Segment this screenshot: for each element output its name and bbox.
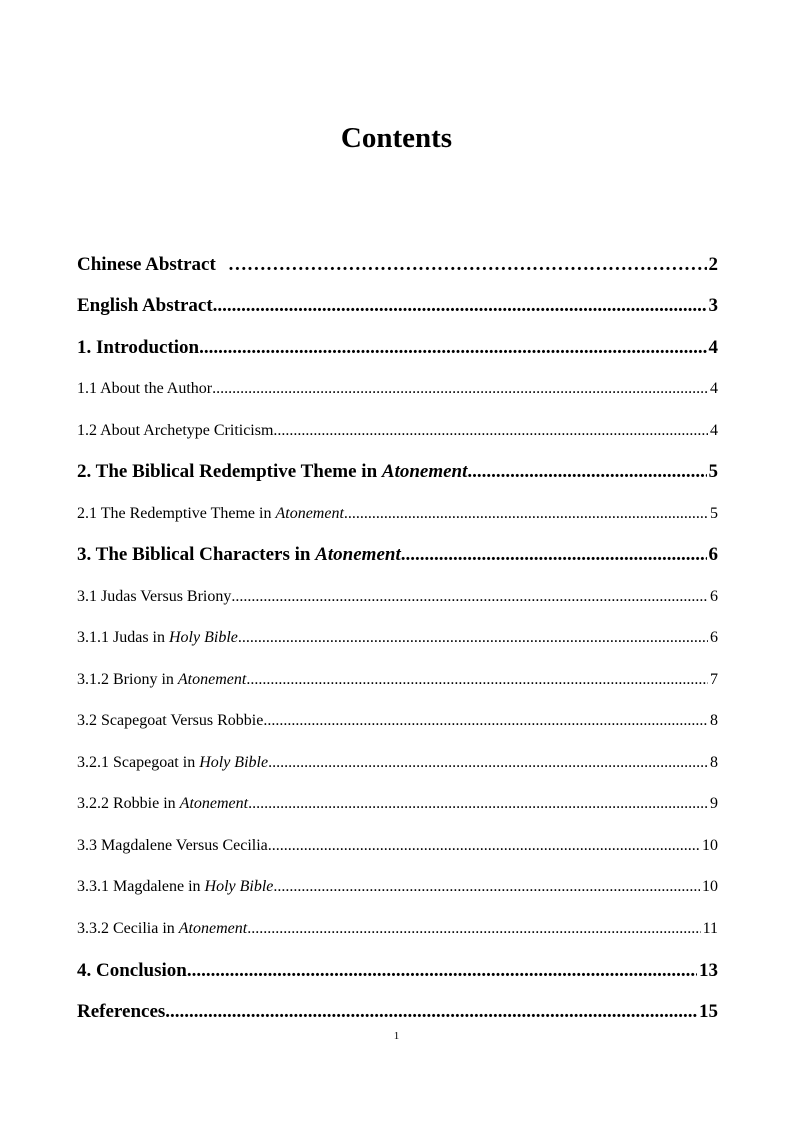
toc-entry-redemptive-theme-sub[interactable] — [77, 497, 718, 531]
toc-page-number: 13 — [699, 960, 718, 981]
toc-entry-label: 3. The Biblical Characters in Atonement — [77, 544, 401, 565]
italic-title: Holy Bible — [169, 629, 238, 646]
toc-page-number: 4 — [708, 337, 718, 358]
toc-page-number: 5 — [708, 461, 718, 482]
toc-entry-label: 3.2.1 Scapegoat in Holy Bible — [77, 754, 269, 771]
toc-entry-chinese-abstract[interactable] — [77, 248, 718, 282]
toc-entry-judas-bible[interactable] — [77, 621, 718, 655]
toc-entry-scapegoat-bible[interactable] — [77, 746, 718, 780]
italic-title: Atonement — [275, 505, 344, 522]
page-title: Contents — [340, 122, 453, 154]
dot-leader — [187, 954, 697, 988]
italic-title: Holy Bible — [204, 878, 274, 895]
dot-leader — [344, 497, 708, 531]
toc-entry-label: 3.2.2 Robbie in Atonement — [77, 795, 249, 812]
dot-leader — [228, 248, 707, 282]
dot-leader — [238, 621, 708, 655]
toc-page-number: 3 — [708, 295, 718, 316]
toc-entry-redemptive-theme[interactable] — [77, 455, 718, 489]
toc-page-number: 7 — [710, 671, 718, 688]
toc-entry-biblical-characters[interactable] — [77, 538, 718, 572]
toc-page-number: 9 — [710, 795, 718, 812]
toc-entry-label: 3.3 Magdalene Versus Cecilia — [77, 837, 268, 854]
toc-entry-judas-briony[interactable] — [77, 580, 718, 614]
toc-page-number: 15 — [699, 1001, 718, 1022]
dot-leader — [213, 289, 707, 323]
toc-entry-conclusion[interactable] — [77, 954, 718, 988]
toc-entry-label: 2.1 The Redemptive Theme in Atonement — [77, 505, 344, 522]
toc-page-number: 2 — [708, 254, 718, 275]
toc-entry-cecilia-atonement[interactable] — [77, 912, 718, 946]
toc-entry-archetype-criticism[interactable] — [77, 414, 718, 448]
toc-entry-label: 1.2 About Archetype Criticism — [77, 422, 274, 439]
italic-title: Atonement — [381, 461, 468, 482]
toc-entry-label: 1. Introduction — [77, 337, 200, 358]
toc-entry-label: 3.1 Judas Versus Briony — [77, 588, 232, 605]
toc-entry-label: 3.3.2 Cecilia in Atonement — [77, 920, 248, 937]
footer-page-number: 1 — [393, 1030, 400, 1042]
dot-leader — [268, 829, 700, 863]
toc-page-number: 4 — [710, 380, 718, 397]
toc-page-number: 5 — [710, 505, 718, 522]
dot-leader — [199, 331, 706, 365]
italic-title: Holy Bible — [199, 754, 269, 771]
dot-leader — [246, 663, 708, 697]
dot-leader — [467, 455, 706, 489]
toc-page-number: 4 — [710, 422, 718, 439]
toc-entry-label: Chinese Abstract — [77, 254, 216, 275]
dot-leader — [165, 995, 697, 1029]
toc-page-number: 6 — [710, 588, 718, 605]
toc-entry-magdalene-bible[interactable] — [77, 870, 718, 904]
toc-entry-label: 1.1 About the Author — [77, 380, 213, 397]
dot-leader — [273, 870, 700, 904]
italic-title: Atonement — [315, 544, 401, 565]
dot-leader — [247, 912, 700, 946]
italic-title: Atonement — [179, 795, 249, 812]
toc-entry-introduction[interactable] — [77, 331, 718, 365]
toc-entry-briony-atonement[interactable] — [77, 663, 718, 697]
dot-leader — [268, 746, 708, 780]
toc-page-number: 8 — [710, 712, 718, 729]
toc-entry-label: 3.1.1 Judas in Holy Bible — [77, 629, 238, 646]
dot-leader — [248, 787, 708, 821]
toc-entry-references[interactable] — [77, 995, 718, 1029]
italic-title: Atonement — [178, 920, 248, 937]
toc-page-number: 11 — [702, 920, 718, 937]
toc-entry-robbie-atonement[interactable] — [77, 787, 718, 821]
dot-leader — [231, 580, 708, 614]
toc-entry-label: English Abstract — [77, 295, 213, 316]
toc-page-number: 8 — [710, 754, 718, 771]
toc-entry-about-author[interactable] — [77, 372, 718, 406]
toc-entry-label: References — [77, 1001, 166, 1022]
italic-title: Atonement — [177, 671, 247, 688]
toc-page-number: 10 — [702, 878, 718, 895]
toc-entry-label: 4. Conclusion — [77, 960, 187, 981]
toc-entry-label: 3.3.1 Magdalene in Holy Bible — [77, 878, 274, 895]
dot-leader — [401, 538, 707, 572]
dot-leader — [212, 372, 708, 406]
toc-page-number: 10 — [702, 837, 718, 854]
toc-entry-scapegoat-robbie[interactable] — [77, 704, 718, 738]
dot-leader — [273, 414, 708, 448]
toc-entry-magdalene-cecilia[interactable] — [77, 829, 718, 863]
toc-entry-label: 3.2 Scapegoat Versus Robbie — [77, 712, 264, 729]
toc-page-number: 6 — [710, 629, 718, 646]
toc-page-number: 6 — [708, 544, 718, 565]
dot-leader — [263, 704, 708, 738]
toc-entry-label: 3.1.2 Briony in Atonement — [77, 671, 247, 688]
toc-entry-label: 2. The Biblical Redemptive Theme in Atonement — [77, 461, 468, 482]
toc-entry-english-abstract[interactable] — [77, 289, 718, 323]
